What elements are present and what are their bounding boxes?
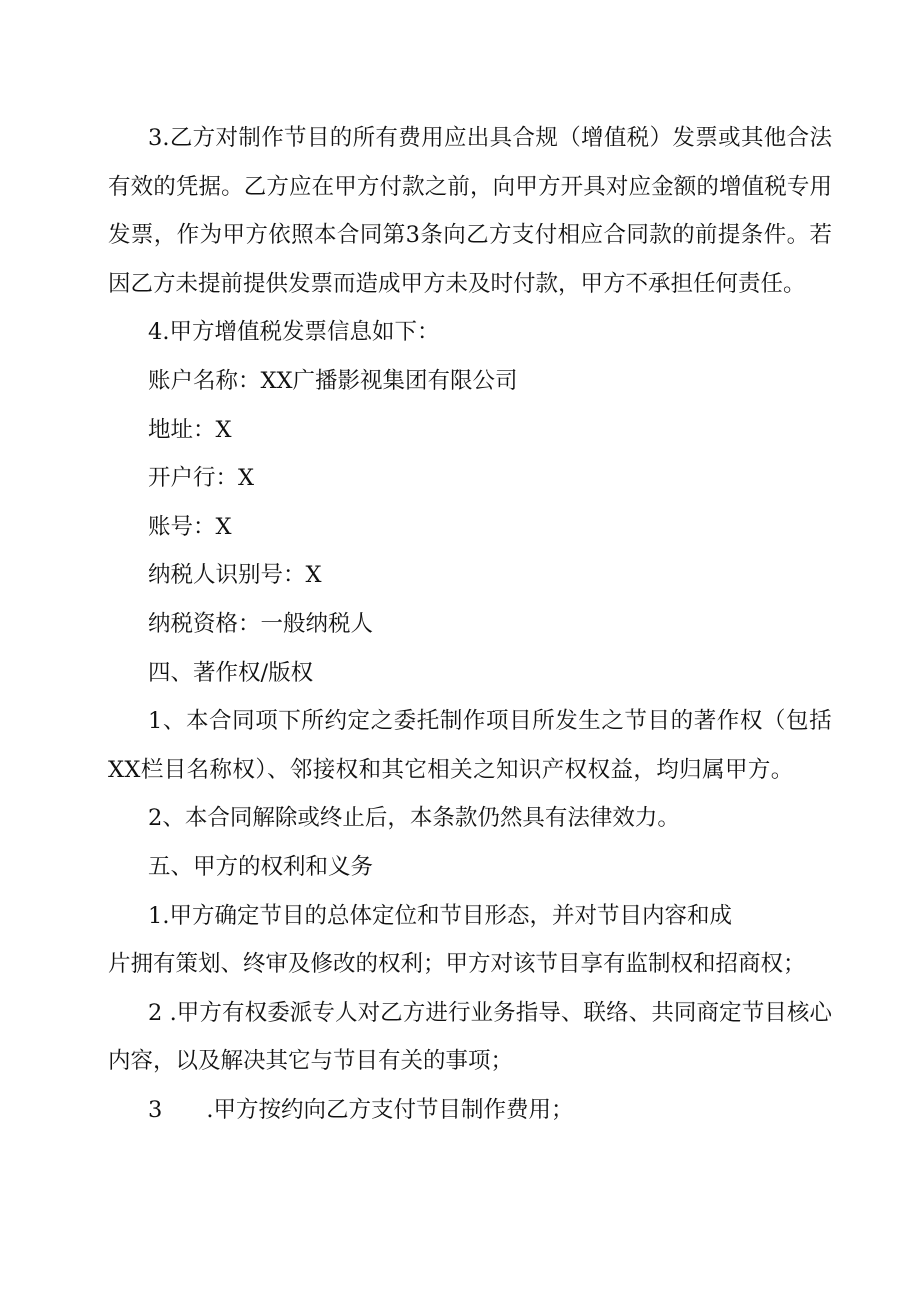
paragraph-text: .甲方按约向乙方支付节目制作费用； [206,1096,574,1123]
paragraph-taxpayer-id: 纳税人识别号：X [148,562,322,589]
paragraph-account-name: 账户名称：XX广播影视集团有限公司 [148,367,518,394]
paragraph-tax-qualification: 纳税资格：一般纳税人 [148,610,374,637]
paragraph-copyright-survival: 2、本合同解除或终止后，本条款仍然具有法律效力。 [148,805,680,832]
paragraph-party-a-positioning: 1.甲方确定节目的总体定位和节目形态，并对节目内容和成 [148,902,732,929]
section-heading-party-a-rights: 五、甲方的权利和义务 [148,853,374,880]
paragraph-copyright-ownership: 1、本合同项下所约定之委托制作项目所发生之节目的著作权（包括XX栏目名称权）、邻接权和其它相关之知识产权权益，均归属甲方。 [108,708,832,783]
paragraph-party-a-payment [108,1086,832,1135]
section-heading-copyright: 四、著作权/版权 [148,659,314,686]
paragraph-party-a-liaison: 2 .甲方有权委派专人对乙方进行业务指导、联络、共同商定节目核心内容，以及解决其它与节目有关的事项； [108,999,832,1075]
paragraph-invoice-requirement: 3.乙方对制作节目的所有费用应出具合规（增值税）发票或其他合法有效的凭据。乙方应在甲方付款之前，向甲方开具对应金额的增值税专用发票，作为甲方依照本合同第3条向乙方支付相应合同款的前提条件。若因乙方未提前提供发票而造成甲方未及时付款，甲方不承担任何责任。 [108,125,832,297]
paragraph-invoice-info-heading: 4.甲方增值税发票信息如下： [148,319,440,346]
paragraph-bank: 开户行：X [148,465,255,492]
list-number: 3 [148,1096,163,1123]
paragraph-address: 地址：X [148,416,232,443]
paragraph-party-a-approval: 片拥有策划、终审及修改的权利；甲方对该节目享有监制权和招商权； [108,951,806,978]
paragraph-account-number: 账号：X [148,513,232,540]
document-body [108,114,832,1134]
